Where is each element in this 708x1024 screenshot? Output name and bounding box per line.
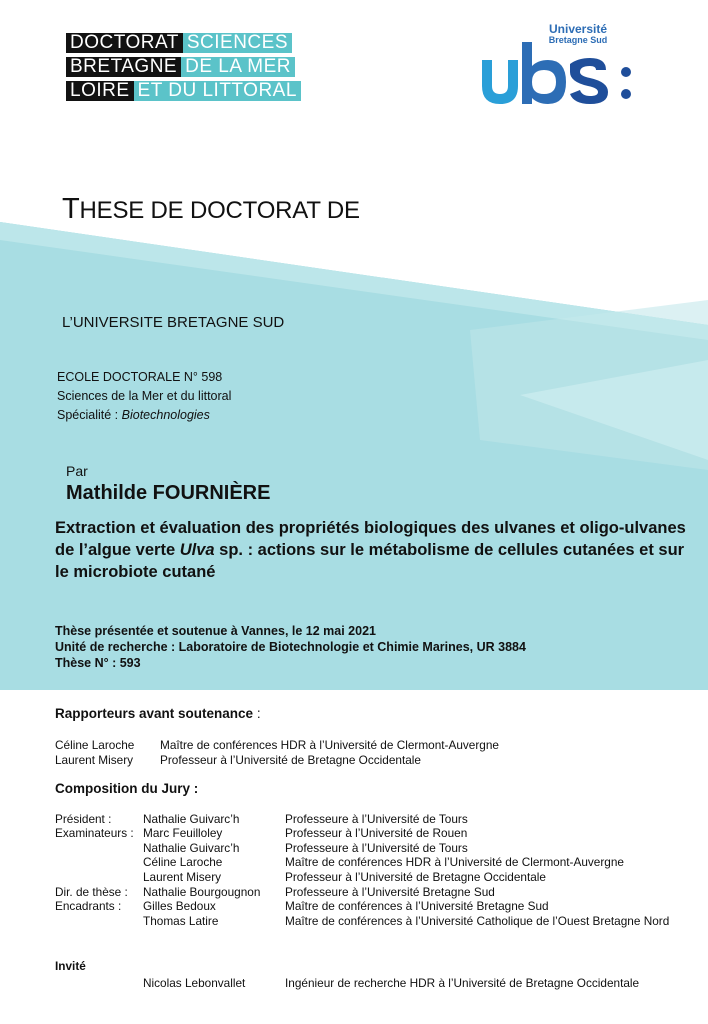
title-initial: T (62, 193, 80, 225)
jury-role: Maître de conférences à l’Université Catholique de l’Ouest Bretagne Nord (285, 914, 670, 928)
jury-heading: Composition du Jury : (55, 781, 199, 796)
jury-name: Thomas Latire (143, 914, 219, 928)
jury-label: Encadrants : (55, 899, 122, 913)
doctorat-logo (66, 33, 301, 105)
logo-text: ET DU LITTORAL (134, 81, 301, 101)
logo-text: BRETAGNE (66, 57, 181, 77)
thesis-title-part2: sp. : actions sur le métabolisme de cellules cutanées et sur le microbiote cutané (55, 541, 685, 581)
par-label: Par (66, 463, 88, 479)
ecole-line1: ECOLE DOCTORALE N° 598 (57, 370, 223, 384)
thesis-title (55, 517, 695, 583)
logo-row (66, 57, 301, 77)
jury-role: Professeure à l’Université Bretagne Sud (285, 885, 495, 899)
jury-name: Nathalie Guivarc’h (143, 812, 240, 826)
jury-name: Nathalie Guivarc’h (143, 841, 240, 855)
ubs-logo (478, 24, 638, 108)
rapporteur-name: Laurent Misery (55, 753, 134, 767)
rapporteur-role: Professeur à l’Université de Bretagne Occidentale (160, 753, 421, 767)
meta-unit: Unité de recherche : Laboratoire de Biotechnologie et Chimie Marines, UR 3884 (55, 640, 526, 654)
rapporteurs-heading-colon: : (253, 706, 261, 721)
jury-role: Maître de conférences à l’Université Bretagne Sud (285, 899, 549, 913)
jury-role: Professeure à l’Université de Tours (285, 841, 468, 855)
invite-role: Ingénieur de recherche HDR à l’Université de Bretagne Occidentale (285, 976, 640, 990)
thesis-title-italic: Ulva (179, 541, 215, 559)
jury-role: Professeur à l’Université de Rouen (285, 826, 468, 840)
ecole-doctorale-info (57, 368, 231, 425)
logo-row (66, 33, 301, 53)
rapporteurs-heading (55, 706, 261, 721)
ubs-logo-line2: Bretagne Sud (548, 35, 608, 45)
jury-name: Nathalie Bourgougnon (143, 885, 261, 899)
ubs-logo-line1: Université (548, 22, 608, 36)
rapporteurs-heading-text: Rapporteurs avant soutenance (55, 706, 254, 721)
author-name: Mathilde FOURNIÈRE (66, 482, 271, 504)
logo-text: DE LA MER (181, 57, 295, 77)
ubs-logo-mark (478, 24, 638, 108)
specialite-label: Spécialité : (57, 408, 122, 422)
logo-row (66, 81, 301, 101)
logo-text: DOCTORAT (66, 33, 183, 53)
meta-number: Thèse N° : 593 (55, 656, 141, 670)
invite-heading: Invité (55, 959, 86, 973)
jury-label: Président : (55, 812, 112, 826)
jury-name: Marc Feuilloley (143, 826, 223, 840)
logo-text: SCIENCES (183, 33, 292, 53)
ecole-line2: Sciences de la Mer et du littoral (57, 389, 232, 403)
invite-name: Nicolas Lebonvallet (143, 976, 246, 990)
ecole-line3 (57, 406, 231, 425)
logo-text: LOIRE (66, 81, 134, 101)
jury-role: Maître de conférences HDR à l’Université de Clermont-Auvergne (285, 855, 624, 869)
rapporteur-role: Maître de conférences HDR à l’Université de Clermont-Auvergne (160, 738, 499, 752)
jury-name: Céline Laroche (143, 855, 223, 869)
thesis-title-part1: Extraction et évaluation des propriétés biologiques des ulvanes et oligo-ulvanes de l’algue verte (55, 519, 686, 559)
jury-label: Dir. de thèse : (55, 885, 128, 899)
jury-label: Examinateurs : (55, 826, 134, 840)
university-name: L’UNIVERSITE BRETAGNE SUD (62, 314, 285, 331)
page-title (62, 193, 360, 226)
meta-defense: Thèse présentée et soutenue à Vannes, le 12 mai 2021 (55, 624, 376, 638)
specialite-value: Biotechnologies (121, 408, 210, 422)
thesis-meta (55, 623, 526, 671)
rapporteur-name: Céline Laroche (55, 738, 135, 752)
jury-role: Professeure à l’Université de Tours (285, 812, 468, 826)
title-rest: HESE DE DOCTORAT DE (79, 197, 360, 224)
jury-name: Gilles Bedoux (143, 899, 216, 913)
jury-role: Professeur à l’Université de Bretagne Occidentale (285, 870, 546, 884)
jury-name: Laurent Misery (143, 870, 222, 884)
